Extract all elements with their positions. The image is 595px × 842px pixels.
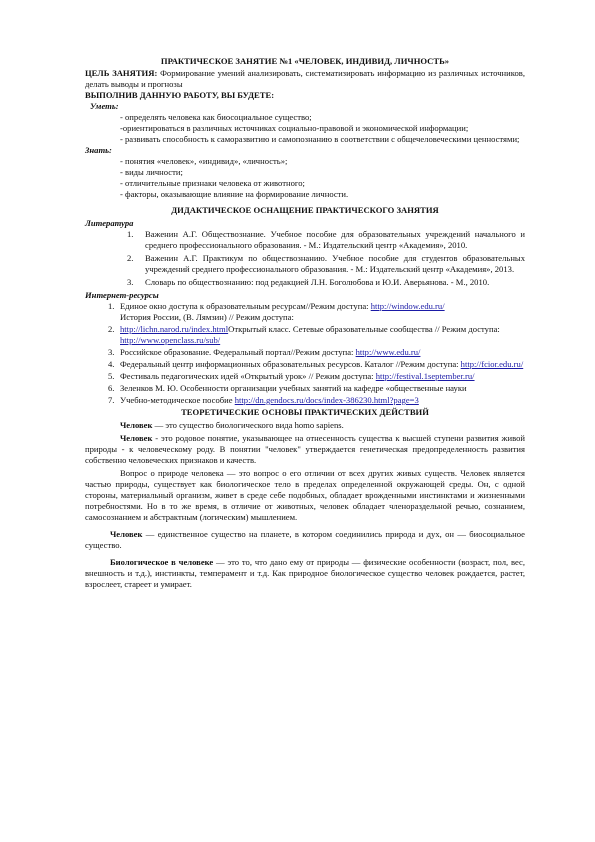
resource-text: Учебно-методическое пособие [120,395,235,405]
knowledge-item: - виды личности; [120,167,183,177]
theory-paragraph [85,420,525,431]
paragraph-text: — это то, что дано ему от природы — физические особенности (возраст, пол, вес, внешность и т.д.), инстинкты, темперамент и т.д. Как природное биологическое существо человек рождается, растет, взрослеет, стареет и умирает. [85,557,526,589]
list-number: 1. [108,301,115,311]
list-number: 2. [108,324,115,334]
literature-label: Литература [85,218,134,228]
list-number: 2. [127,253,134,263]
theory-paragraph: Вопрос о природе человека — это вопрос о его отличии от всех других живых существ. Человек является частью природы, существует как биологическое тело в пределах определенной окружающей среды. Он, с одной стороны, материальный организм, живет в среде себе подобных, обладает врожденными инстинктами и жизненными потребностями. Но в то же время, в отличие от животных, человек обладает членораздельной речью, сознанием, самосознанием и абстрактным (логическим) мышлением. [85,468,525,522]
list-number: 3. [108,347,115,357]
skill-item: - определять человека как биосоциальное существо; [120,112,312,122]
internet-item [85,371,525,382]
internet-item [85,395,525,406]
resource-text: История России, (В. Лямзин) // Режим доступа: [120,312,294,322]
knowledge-item: - понятия «человек», «индивид», «личность»; [120,156,288,166]
internet-item [85,383,525,394]
paragraph-text: — единственное существо на планете, в котором соединились природа и дух, он — биосоциальное существо. [85,529,525,550]
literature-item [85,277,525,288]
list-number: 7. [108,395,115,405]
literature-item [85,253,525,275]
list-number: 5. [108,371,115,381]
document-page [85,56,525,590]
term: Человек [110,529,143,539]
list-number: 6. [108,383,115,393]
literature-text: Важенин А.Г. Обществознание. Учебное пособие для образовательных учреждений начального и среднего профессионального образования. - М.: Издательский центр «Академия», 2010. [145,229,525,250]
resource-link[interactable]: http://dn.gendocs.ru/docs/index-386230.html?page=3 [234,395,419,405]
resource-link[interactable]: http://www.edu.ru/ [355,347,421,357]
theory-paragraph [85,557,525,590]
internet-item [85,324,525,346]
knowledge-label: Знать: [85,145,112,155]
skill-item: -ориентироваться в различных источниках социально-правовой и экономической информации; [120,123,469,133]
knowledge-item: - отличительные признаки человека от животного; [120,178,305,188]
literature-list [85,229,525,288]
resource-text: Открытый класс. Сетевые образовательные сообщества // Режим доступа: [228,324,500,334]
literature-item [85,229,525,251]
goal-paragraph [85,68,525,90]
resource-text: Единое окно доступа к образовательным ресурсам//Режим доступа: [120,301,371,311]
knowledge-item: - факторы, оказывающие влияние на формирование личности. [120,189,349,199]
skill-item: - развивать способность к саморазвитию и самопознанию в соответствии с общечеловеческими ценностями; [120,134,520,144]
page-title: ПРАКТИЧЕСКОЕ ЗАНЯТИЕ №1 «ЧЕЛОВЕК, ИНДИВИД, ЛИЧНОСТЬ» [160,56,450,66]
literature-text: Словарь по обществознанию: под редакцией Л.Н. Боголюбова и Ю.И. Аверьянова. - М., 2010. [145,277,490,287]
term: Биологическое в человеке [110,557,214,567]
didactic-heading: ДИДАКТИЧЕСКОЕ ОСНАЩЕНИЕ ПРАКТИЧЕСКОГО ЗАНЯТИЯ [171,205,439,215]
resource-text: Российское образование. Федеральный портал//Режим доступа: [120,347,356,357]
resource-text: Фестиваль педагогических идей «Открытый урок» // Режим доступа: [120,371,376,381]
resource-text: Зеленков М. Ю. Особенности организации учебных занятий на кафедре «общественные науки [120,383,467,393]
theory-paragraph [85,529,525,551]
literature-text: Важенин А.Г. Практикум по обществознанию. Учебное пособие для студентов образовательных учреждений среднего профессионального образования. - М.: Издательский центр «Академия», 2013. [145,253,525,274]
skills-label: Уметь: [90,101,119,111]
goal-text: Формирование умений анализировать, систематизировать информацию из различных источников, делать выводы и прогнозы [85,68,525,89]
list-number: 3. [127,277,134,287]
paragraph-text: — это существо биологического вида homo sapiens. [152,420,344,430]
list-number: 1. [127,229,134,239]
resource-link[interactable]: http://www.openclass.ru/sub/ [120,335,221,345]
resource-link[interactable]: http://festival.1september.ru/ [375,371,475,381]
theory-paragraph [85,433,525,466]
term: Человек [120,433,153,443]
internet-item [85,301,525,323]
internet-item [85,347,525,358]
term: Человек [120,420,153,430]
resource-link[interactable]: http://fcior.edu.ru/ [460,359,524,369]
result-heading: ВЫПОЛНИВ ДАННУЮ РАБОТУ, ВЫ БУДЕТЕ: [85,90,275,100]
resource-text: Федеральный центр информационных образовательных ресурсов. Каталог //Режим доступа: [120,359,461,369]
list-number: 4. [108,359,115,369]
goal-label: ЦЕЛЬ ЗАНЯТИЯ: [85,68,158,78]
internet-label: Интернет-ресурсы [85,290,159,300]
resource-link[interactable]: http://lichn.narod.ru/index.html [120,324,229,334]
paragraph-text: - это родовое понятие, указывающее на отнесенность существа к высшей ступени развития живой природы - к человеческому роду. В понятии "человек" утверждается генетическая предопределенность развития собственно человеческих признаков и качеств. [85,433,525,465]
internet-list [85,301,525,406]
resource-link[interactable]: http://window.edu.ru/ [370,301,445,311]
internet-item [85,359,525,370]
theory-heading: ТЕОРЕТИЧЕСКИЕ ОСНОВЫ ПРАКТИЧЕСКИХ ДЕЙСТВИЙ [181,407,429,417]
